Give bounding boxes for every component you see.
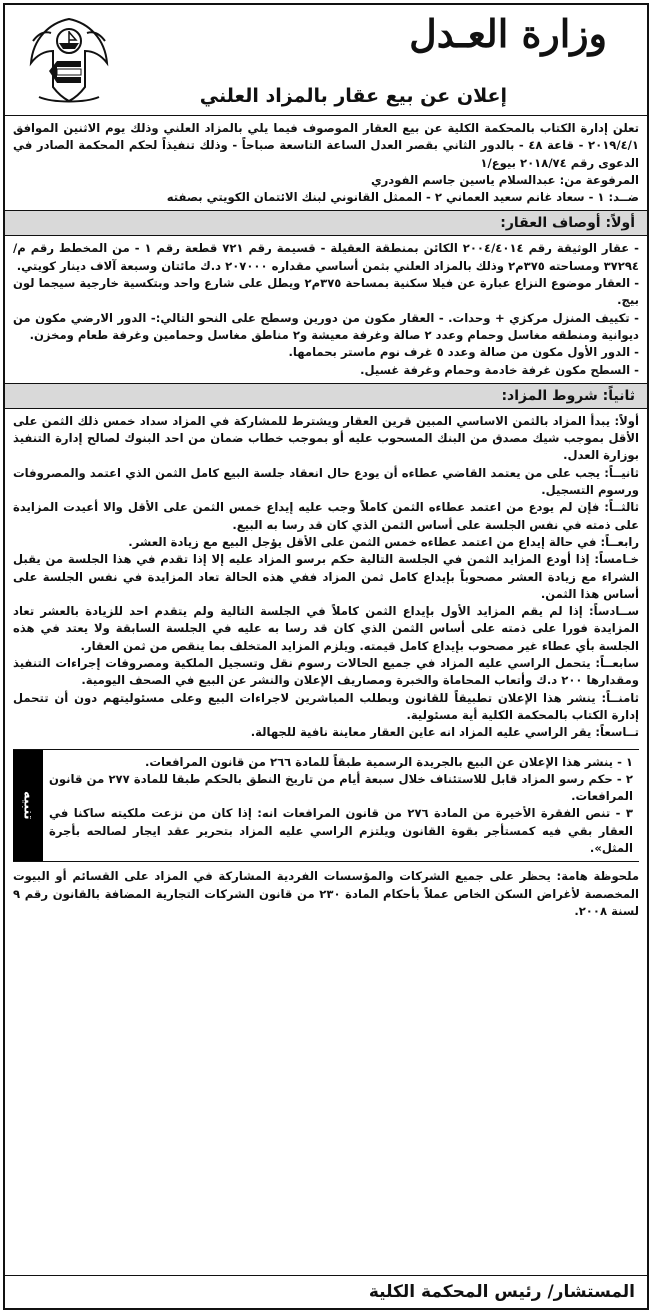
section-title-conditions: ثانياً: شروط المزاد: <box>5 383 647 409</box>
list-item: ثامنــاً: ينشر هذا الإعلان تطبيقاً للقانون وبطلب المباشرين لاجراءات البيع وعلى مسئوليتهم دون أن تتحمل إدارة الكتاب بالمحكمة الكلية أية مسئولية. <box>13 690 639 722</box>
list-item: خـامساً: إذا أودع المزايد الثمن في الجلسة التالية حكم برسو المزاد عليه إلا إذا تقدم في هذا الجلسة من يقبل الشراء مع زيادة العشر مصحوباً بإيداع كامل ثمن المزاد ففي هذه الحالة تعاد المزايدة في نفس الجلسة على أساس هذا الثمن. <box>13 552 639 601</box>
list-item: ثانيــاً: يجب على من يعتمد القاضي عطاءه أن يودع حال انعقاد جلسة البيع كامل الثمن الذي اعتمد والمصروفات ورسوم التسجيل. <box>13 465 639 498</box>
notes-box <box>13 749 639 863</box>
list-item: أولاً: يبدأ المزاد بالثمن الاساسي المبين قرين العقار ويشترط للمشاركة في المزاد سداد خمس ذلك الثمن على الأقل بموجب شيك مصدق من البنك المسحوب عليه أو بموجب خطاب ضمان من احد البنوك لصالح إدارة التنفيذ بوزارة العدل. <box>13 413 639 463</box>
list-item: - العقار موضوع النزاع عبارة عن فيلا سكنية بمساحة ٣٧٥م٢ ويطل على شارع واحد وبتكسية خارجية سيجما لون بيج. <box>13 276 640 308</box>
list-item: ســادساً: إذا لم يقم المزايد الأول بإيداع الثمن كاملاً في الجلسة التالية ولم يتقدم احد للزيادة بالعشر تعاد المزايدة فورا على ذمته على أساس الثمن الذي كان قد رسا به عليه في الجلسة السابقة ولا يعتد في هذه الجلسة بأي عطاء غير مصحوب بإيداع كامل قيمته. ويلزم المزايد المتخلف بما ينقص من ثمن العقار. <box>13 604 639 653</box>
intro-section <box>5 116 647 210</box>
list-item: ١ - ينشر هذا الإعلان عن البيع بالجريدة الرسمية طبقاً للمادة ٢٦٦ من قانون المرافعات. <box>145 754 633 769</box>
list-item: - عقار الوثيقة رقم ٢٠٠٤/٤٠١٤ الكائن بمنطقة العقيلة - قسيمة رقم ٧٢١ قطعة رقم ١ - من المخطط رقم م/ ٣٧٢٩٤ ومساحته ٣٧٥م٢ وذلك بالمزاد العلني بثمن أساسي مقداره ٢٠٧٠٠٠ د.ك مائتان وسبعة آلاف دينار كويتي. <box>13 241 639 273</box>
list-item: - تكييف المنزل مركزي + وحدات. - العقار مكون من دورين وسطح على النحو التالي:- الدور الارضي مكون من ديوانية ومنطقه مغاسل وحمام وعدد ٢ صالة وغرفة معيشة و٢ مناطق مغاسل وحمامين وغرفة طعام ومخزن. <box>13 310 639 342</box>
header <box>5 5 647 116</box>
intro-text: تعلن إدارة الكتاب بالمحكمة الكلية عن بيع العقار الموصوف فيما يلي بالمزاد العلني وذلك يوم الاثنين الموافق ٢٠١٩/٤/١ - قاعة ٤٨ - بالدور الثاني بقصر العدل الساعة التاسعة صباحاً - وذلك تنفيذاً لحكم المحكمة الصادر في الدعوى رقم ٢٠١٨/٧٤ بيوع/١ <box>13 121 639 170</box>
auction-conditions <box>5 409 647 746</box>
ministry-title: وزارة العـدل <box>409 11 607 56</box>
list-item: - الدور الأول مكون من صالة وعدد ٥ غرف نوم ماستر بحمامها. <box>288 345 639 360</box>
property-descriptions <box>5 236 647 382</box>
notes-body <box>43 750 639 862</box>
section-title-descriptions: أولاً: أوصاف العقار: <box>5 210 647 236</box>
notes-side-label: تنبيه <box>13 750 43 862</box>
announcement-page <box>3 3 649 1310</box>
list-item: ٢ - حكم رسو المزاد قابل للاستئناف خلال سبعة أيام من تاريخ النطق بالحكم طبقا للمادة ٢٧٧ من قانون المرافعات. <box>49 771 633 804</box>
list-item: - السطح مكون غرفة خادمة وحمام وغرفة غسيل. <box>360 362 639 377</box>
filed-by: المرفوعة من: عبدالسلام ياسين جاسم الفودري <box>371 172 639 187</box>
list-item: رابعــاً: في حالة إيداع من اعتمد عطاءه خمس الثمن على الأقل يؤجل البيع مع زيادة العشر. <box>128 534 639 549</box>
against-parties: ضــد: ١ - سعاد غانم سعيد العماني ٢ - الممثل القانوني لبنك الائتمان الكويتي بصفته <box>166 190 639 205</box>
signature: المستشار/ رئيس المحكمة الكلية <box>5 1275 647 1308</box>
kuwait-emblem-icon <box>19 11 119 111</box>
list-item: سابعــاً: يتحمل الراسي عليه المزاد في جميع الحالات رسوم نقل وتسجيل الملكية ومصروفات إجراءات التنفيذ ومقدارها ٢٠٠ د.ك وأتعاب المحاماة والخبرة ومصاريف الإعلان والنشر عن البيع في الصحف اليومية. <box>13 656 639 688</box>
list-item: ثالثــاً: فإن لم يودع من اعتمد عطاءه الثمن كاملاً وجب عليه إيداع خمس الثمن على الأقل والا أعيدت المزايدة على ذمته في نفس الجلسة على أساس الثمن الذي كان قد رسا به البيع. <box>13 500 639 532</box>
list-item: تــاسعاً: يقر الراسي عليه المزاد انه عاين العقار معاينة نافية للجهالة. <box>250 725 639 740</box>
list-item: ٣ - تنص الفقرة الأخيرة من المادة ٢٧٦ من قانون المرافعات انه: إذا كان من نزعت ملكيته ساكنا في العقار بقي فيه كمستأجر بقوة القانون ويلتزم الراسي عليه المزاد بتحرير عقد ايجار لصالحه بأجرة المثل». <box>49 806 633 855</box>
announcement-subtitle: إعلان عن بيع عقار بالمزاد العلني <box>199 85 507 107</box>
important-note: ملحوظة هامة: يحظر على جميع الشركات والمؤسسات الفردية المشاركة في المزاد على القسائم أو البيوت المخصصة لأغراض السكن الخاص عملاً بأحكام المادة ٢٣٠ من قانون الشركات التجارية المضافة بالقانون رقم ٩ لسنة ٢٠٠٨. <box>13 869 639 918</box>
